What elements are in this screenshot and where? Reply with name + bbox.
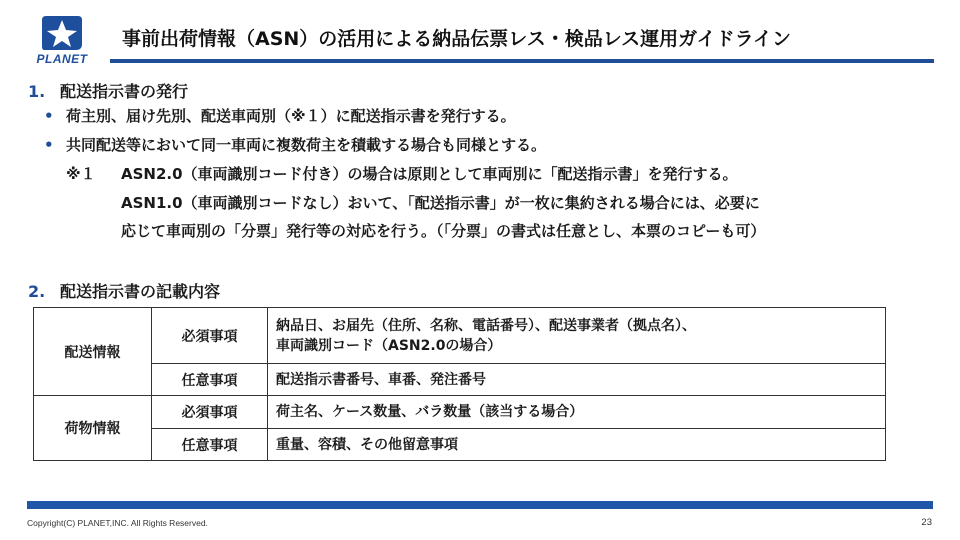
section-2-number: 2. — [28, 282, 46, 301]
page-number: 23 — [921, 517, 932, 528]
delivery-required-value: 納品日、お届先（住所、名称、電話番号）、配送事業者（拠点名）、 車両識別コード（ASN2.0の場合） — [268, 308, 886, 364]
page-title: 事前出荷情報（ASN）の活用による納品伝票レス・検品レス運用ガイドライン — [122, 28, 792, 50]
section-1-title: 配送指示書の発行 — [60, 82, 189, 101]
logo-text: PLANET — [36, 52, 88, 66]
note-line-3: 応じて車両別の「分票」発行等の対応を行う。（「分票」の書式は任意とし、本票のコピーも可） — [121, 222, 766, 240]
section-1-number: 1. — [28, 82, 46, 101]
optional-label-cell: 任意事項 — [152, 429, 268, 461]
section-2-heading — [28, 279, 220, 302]
table-row — [34, 308, 886, 364]
footer-bar — [27, 501, 933, 509]
content-table — [33, 307, 886, 461]
section-1-heading — [28, 79, 188, 102]
delivery-optional-value: 配送指示書番号、車番、発注番号 — [268, 364, 886, 396]
planet-star-logo-icon — [40, 14, 84, 52]
category-cell-cargo: 荷物情報 — [34, 396, 152, 461]
section-2-title: 配送指示書の記載内容 — [60, 282, 221, 301]
bullet-dot-icon: • — [44, 136, 54, 154]
title-underline — [110, 59, 934, 63]
note-mark: ※１ — [66, 165, 96, 183]
note-line-1: ※１ ASN2.0（車両識別コード付き）の場合は原則として車両別に「配送指示書」を発行する。 — [66, 165, 738, 183]
cargo-required-value: 荷主名、ケース数量、バラ数量（該当する場合） — [268, 396, 886, 429]
bullet-item: • 荷主別、届け先別、配送車両別（※１）に配送指示書を発行する。 — [44, 107, 516, 125]
bullet-dot-icon: • — [44, 107, 54, 125]
table-row — [34, 429, 886, 461]
company-logo — [26, 14, 98, 68]
category-cell-delivery: 配送情報 — [34, 308, 152, 396]
optional-label-cell: 任意事項 — [152, 364, 268, 396]
note-line-2: ASN1.0（車両識別コードなし）おいて、「配送指示書」が一枚に集約される場合には、必要に — [121, 194, 760, 212]
table-row — [34, 396, 886, 429]
required-label-cell: 必須事項 — [152, 308, 268, 364]
table-row — [34, 364, 886, 396]
required-label-cell: 必須事項 — [152, 396, 268, 429]
bullet-item: • 共同配送等において同一車両に複数荷主を積載する場合も同様とする。 — [44, 136, 547, 154]
cargo-optional-value: 重量、容積、その他留意事項 — [268, 429, 886, 461]
copyright-text: Copyright(C) PLANET,INC. All Rights Reserved. — [27, 518, 208, 528]
